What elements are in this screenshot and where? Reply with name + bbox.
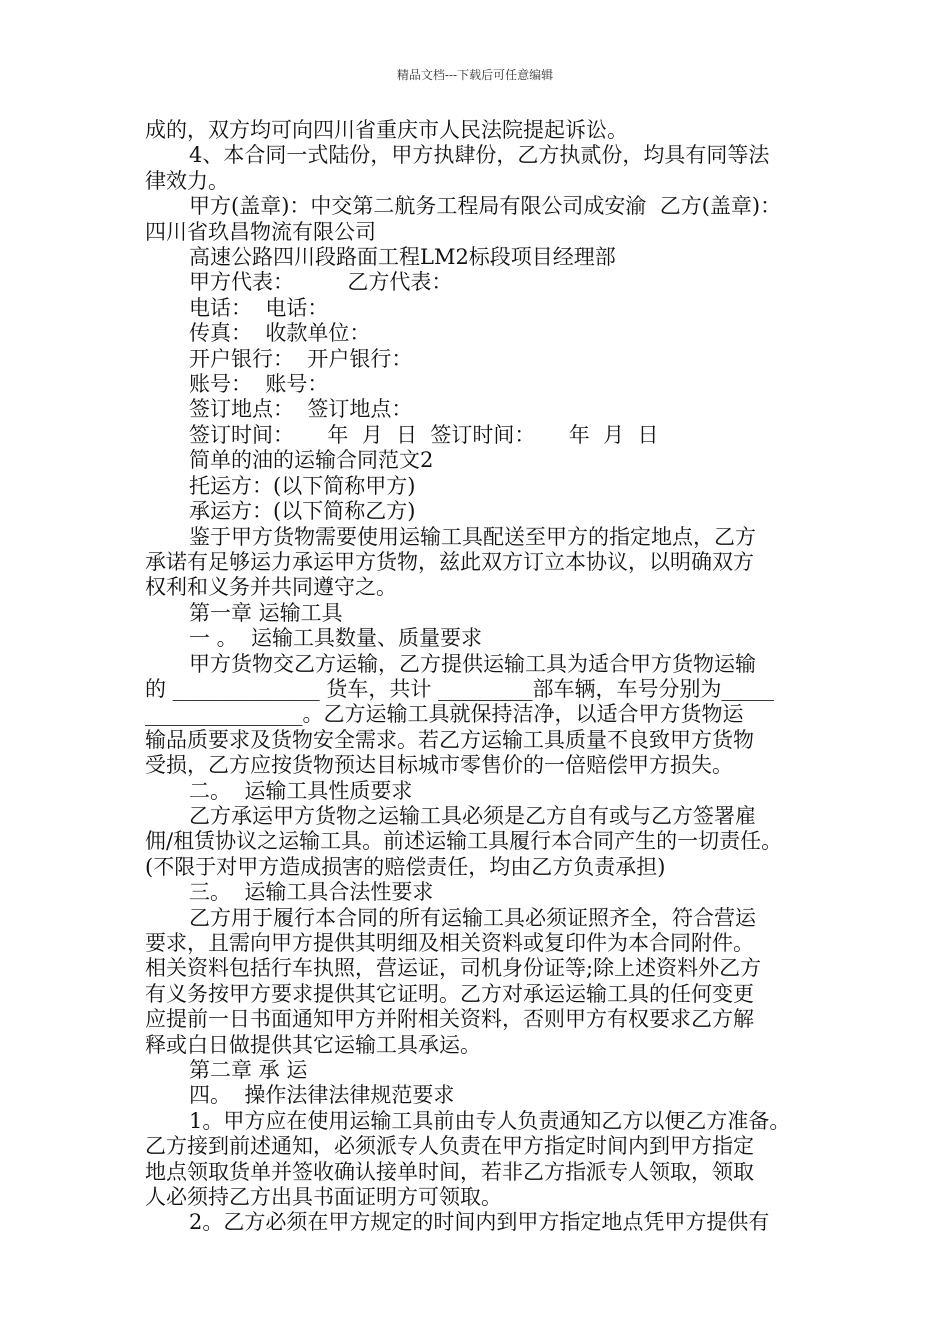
text-line: (不限于对甲方造成损害的赔偿责任，均由乙方负责承担) — [145, 854, 666, 879]
text-line: 三。 运输工具合法性要求 — [189, 880, 434, 905]
text-line: 签订时间： 年 月 日 签订时间： 年 月 日 — [189, 422, 659, 447]
text-line: 4、本合同一式陆份，甲方执肆份，乙方执贰份，均具有同等法 — [189, 143, 770, 168]
text-line: 账号： 账号： — [189, 372, 329, 397]
text-line: 1。甲方应在使用运输工具前由专人负责通知乙方以便乙方准备。 — [189, 1108, 791, 1133]
text-line: 输品质要求及货物安全需求。若乙方运输工具质量不良致甲方货物 — [145, 727, 754, 752]
text-line: 受损，乙方应按货物预达目标城市零售价的一倍赔偿甲方损失。 — [145, 753, 733, 778]
text-line: 要求，且需向甲方提供其明细及相关资料或复印件为本合同附件。 — [145, 931, 754, 955]
text-line: 应提前一日书面通知甲方并附相关资料，否则甲方有权要求乙方解 — [145, 1007, 754, 1032]
text-line: 释或白日做提供其它运输工具承运。 — [145, 1032, 481, 1057]
text-line: 第二章 承 运 — [189, 1058, 308, 1083]
text-line: 相关资料包括行车执照，营运证，司机身份证等;除上述资料外乙方 — [145, 956, 762, 981]
text-line: 鉴于甲方货物需要使用运输工具配送至甲方的指定地点，乙方 — [189, 524, 756, 549]
text-line: 签订地点： 签订地点： — [189, 397, 413, 422]
text-line: 开户银行： 开户银行： — [189, 346, 413, 371]
text-line: 甲方代表： 乙方代表： — [189, 270, 453, 295]
text-line: 乙方承运甲方货物之运输工具必须是乙方自有或与乙方签署雇 — [189, 803, 756, 828]
text-line: 乙方用于履行本合同的所有运输工具必须证照齐全，符合营运 — [189, 905, 756, 930]
text-line: 地点领取货单并签收确认接单时间，若非乙方指派专人领取，领取 — [145, 1159, 754, 1184]
text-line: 一 。 运输工具数量、质量要求 — [189, 626, 483, 651]
text-line: 四。 操作法律法律规范要求 — [189, 1083, 455, 1108]
text-line: 2。乙方必须在甲方规定的时间内到甲方指定地点凭甲方提供有 — [189, 1210, 770, 1235]
text-line: 佣/租赁协议之运输工具。前述运输工具履行本合同产生的一切责任。 — [145, 829, 783, 854]
text-line: 电话： 电话： — [189, 295, 329, 320]
text-line: 高速公路四川段路面工程LM2标段项目经理部 — [189, 245, 616, 270]
text-line: 乙方接到前述通知，必须派专人负责在甲方指定时间内到甲方指定 — [145, 1134, 754, 1159]
text-line: 权利和义务并共同遵守之。 — [145, 575, 397, 600]
text-line: 甲方(盖章)：中交第二航务工程局有限公司成安渝 乙方(盖章)： — [189, 194, 782, 219]
text-line: 二。 运输工具性质要求 — [189, 778, 413, 803]
text-line: 甲方货物交乙方运输，乙方提供运输工具为适合甲方货物运输 — [189, 651, 756, 676]
text-line: 承运方：(以下简称乙方) — [189, 499, 416, 524]
document-body — [145, 118, 825, 1236]
text-line: 承诺有足够运力承运甲方货物，兹此双方订立本协议，以明确双方 — [145, 549, 754, 574]
text-line: 有义务按甲方要求提供其它证明。乙方对承运运输工具的任何变更 — [145, 981, 754, 1006]
page-header: 精品文档---下载后可任意编辑 — [396, 68, 554, 82]
text-line: 人必须持乙方出具书面证明方可领取。 — [145, 1185, 502, 1210]
text-line: 传真： 收款单位： — [189, 321, 371, 346]
text-line: 托运方：(以下简称甲方) — [189, 473, 416, 498]
text-line: 四川省玖昌物流有限公司 — [145, 219, 376, 244]
text-line: 律效力。 — [145, 168, 229, 193]
text-line: 成的，双方均可向四川省重庆市人民法院提起诉讼。 — [145, 118, 628, 142]
text-line: 第一章 运输工具 — [189, 600, 343, 625]
text-line: 简单的油的运输合同范文2 — [189, 448, 434, 473]
text-line: _______________。乙方运输工具就保持洁净，以适合甲方货物运 — [145, 702, 744, 727]
text-line: 的 ______________ 货车，共计 _________部车辆，车号分别为_____ — [145, 676, 775, 701]
